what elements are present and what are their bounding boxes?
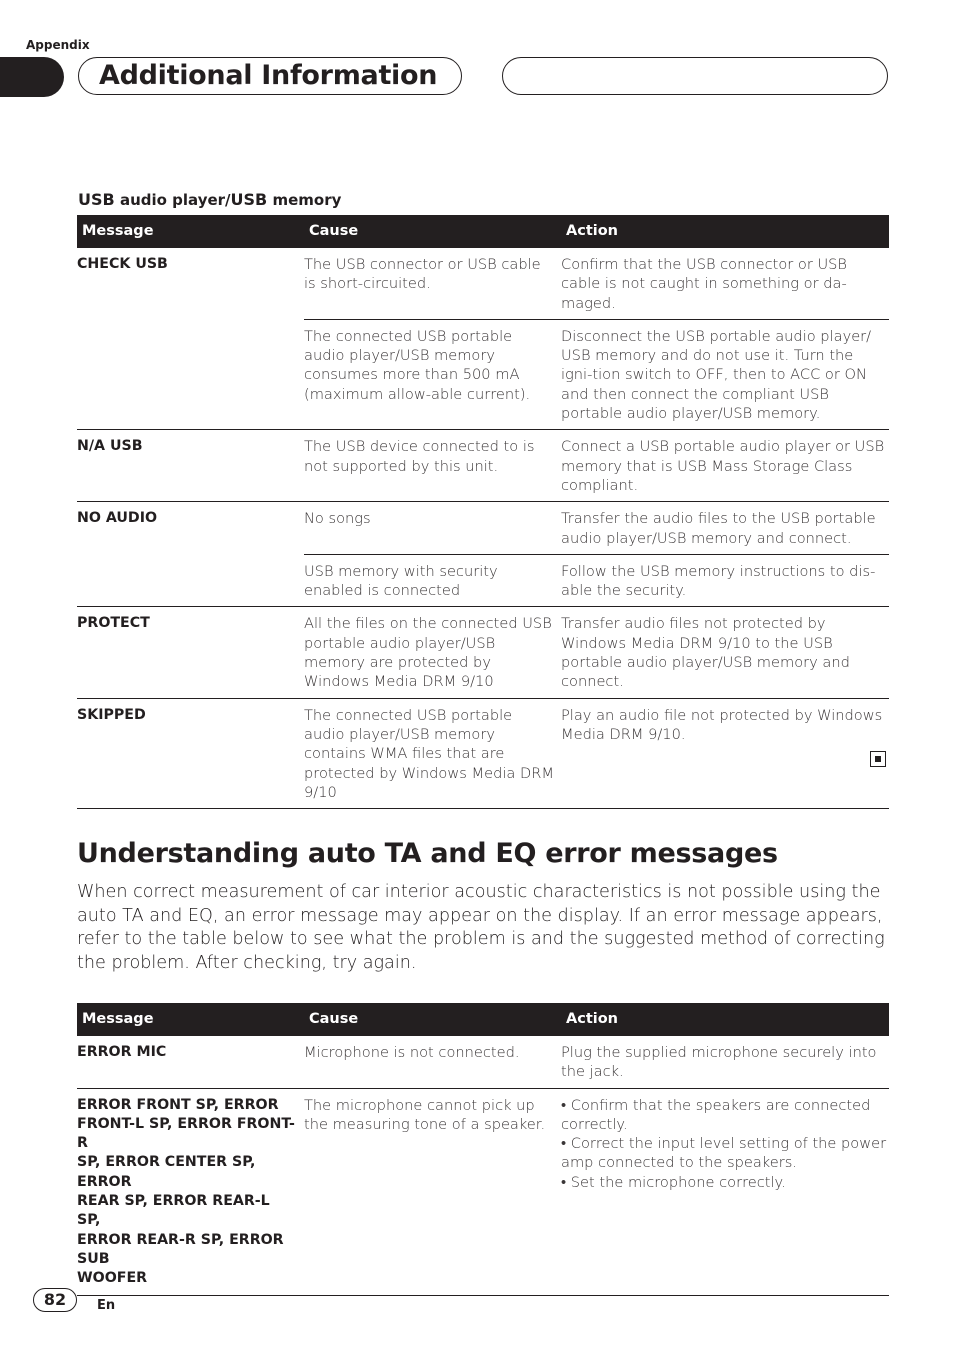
eq-error-table xyxy=(77,1003,889,1296)
table-row xyxy=(77,248,889,319)
message-cell: SKIPPED xyxy=(77,698,304,808)
message-line: REAR SP, ERROR REAR-L SP, xyxy=(77,1193,270,1229)
section-title: Additional Information xyxy=(99,60,438,91)
message-cell xyxy=(77,1088,304,1295)
cause-cell: USB memory with security enabled is connected xyxy=(304,554,561,607)
column-header-cause: Cause xyxy=(304,215,561,248)
table-header-row xyxy=(77,1003,889,1036)
appendix-label: Appendix xyxy=(26,38,90,52)
action-cell: Plug the supplied microphone securely into the jack. xyxy=(561,1044,877,1081)
action-cell xyxy=(561,1088,889,1295)
action-cell: Connect a USB portable audio player or USB memory that is USB Mass Storage Class compliant. xyxy=(561,430,889,502)
message-line: SP, ERROR CENTER SP, ERROR xyxy=(77,1154,256,1190)
page-number: 82 xyxy=(33,1288,77,1312)
column-header-message: Message xyxy=(77,1003,304,1036)
message-cell: N/A USB xyxy=(77,430,304,502)
action-cell: Transfer the audio files to the USB portable audio player/USB memory and connect. xyxy=(561,502,889,555)
empty-header-pill xyxy=(502,57,888,95)
action-cell: Disconnect the USB portable audio player/ USB memory and do not use it. Turn the igni-tion switch to OFF, then to ACC or ON and then connect the compliant USB portable audio player/USB memory. xyxy=(561,319,889,429)
column-header-message: Message xyxy=(77,215,304,248)
table-row xyxy=(77,607,889,698)
cause-cell: The USB device connected to is not supported by this unit. xyxy=(304,430,561,502)
action-bullet: • Correct the input level setting of the power amp connected to the speakers. xyxy=(561,1135,887,1172)
column-header-cause: Cause xyxy=(304,1003,561,1036)
cause-cell: The USB connector or USB cable is short-circuited. xyxy=(304,256,541,293)
table-row xyxy=(77,430,889,502)
message-cell: CHECK USB xyxy=(77,256,168,272)
message-cell: PROTECT xyxy=(77,607,304,698)
action-bullet: • Confirm that the speakers are connected correctly. xyxy=(561,1096,871,1133)
table-row xyxy=(77,1088,889,1295)
section-tab-marker xyxy=(0,57,64,97)
table-row xyxy=(77,502,889,555)
usb-error-table xyxy=(77,215,889,809)
message-line: ERROR REAR-R SP, ERROR SUB xyxy=(77,1231,284,1267)
cause-cell: All the files on the connected USB portable audio player/USB memory are protected by Windows Media DRM 9/10 xyxy=(304,607,561,698)
section-title-pill xyxy=(78,57,462,95)
message-cell xyxy=(77,319,304,429)
cause-cell: The microphone cannot pick up the measuring tone of a speaker. xyxy=(304,1088,561,1295)
cause-cell: The connected USB portable audio player/USB memory contains WMA files that are protected by Windows Media DRM 9/10 xyxy=(304,698,561,808)
column-header-action: Action xyxy=(561,1003,889,1036)
message-line: WOOFER xyxy=(77,1270,148,1287)
table-row xyxy=(77,319,889,429)
message-cell: ERROR MIC xyxy=(77,1044,167,1060)
table-header-row xyxy=(77,215,889,248)
cause-cell: The connected USB portable audio player/USB memory consumes more than 500 mA (maximum allow-able current). xyxy=(304,319,561,429)
column-header-action: Action xyxy=(561,215,889,248)
intro-paragraph: When correct measurement of car interior acoustic characteristics is not possible using the auto TA and EQ, an error message may appear on the display. If an error message appears, refer to the table below to see what the problem is and the suggested method of correcting the problem. After checking, try again. xyxy=(77,882,885,974)
action-cell: Play an audio file not protected by Windows Media DRM 9/10. xyxy=(561,698,889,808)
action-cell: Transfer audio files not protected by Windows Media DRM 9/10 to the USB portable audio player/USB memory and connect. xyxy=(561,607,889,698)
message-line: FRONT-L SP, ERROR FRONT-R xyxy=(77,1115,295,1152)
table-row xyxy=(77,698,889,808)
language-label: En xyxy=(97,1298,116,1313)
cause-cell: No songs xyxy=(304,502,561,555)
section-heading: Understanding auto TA and EQ error messages xyxy=(77,838,778,869)
usb-table-heading: USB audio player/USB memory xyxy=(78,190,342,209)
action-cell: Confirm that the USB connector or USB cable is not caught in something or da-maged. xyxy=(561,256,847,312)
section-end-icon xyxy=(870,751,886,767)
action-cell: Follow the USB memory instructions to dis-able the security. xyxy=(561,554,889,607)
message-cell xyxy=(77,554,304,607)
message-line: ERROR FRONT SP, ERROR xyxy=(77,1096,279,1113)
table-row xyxy=(77,554,889,607)
message-cell: NO AUDIO xyxy=(77,502,304,555)
action-bullet: • Set the microphone correctly. xyxy=(561,1173,786,1191)
table-row xyxy=(77,1036,889,1088)
cause-cell: Microphone is not connected. xyxy=(304,1044,520,1061)
